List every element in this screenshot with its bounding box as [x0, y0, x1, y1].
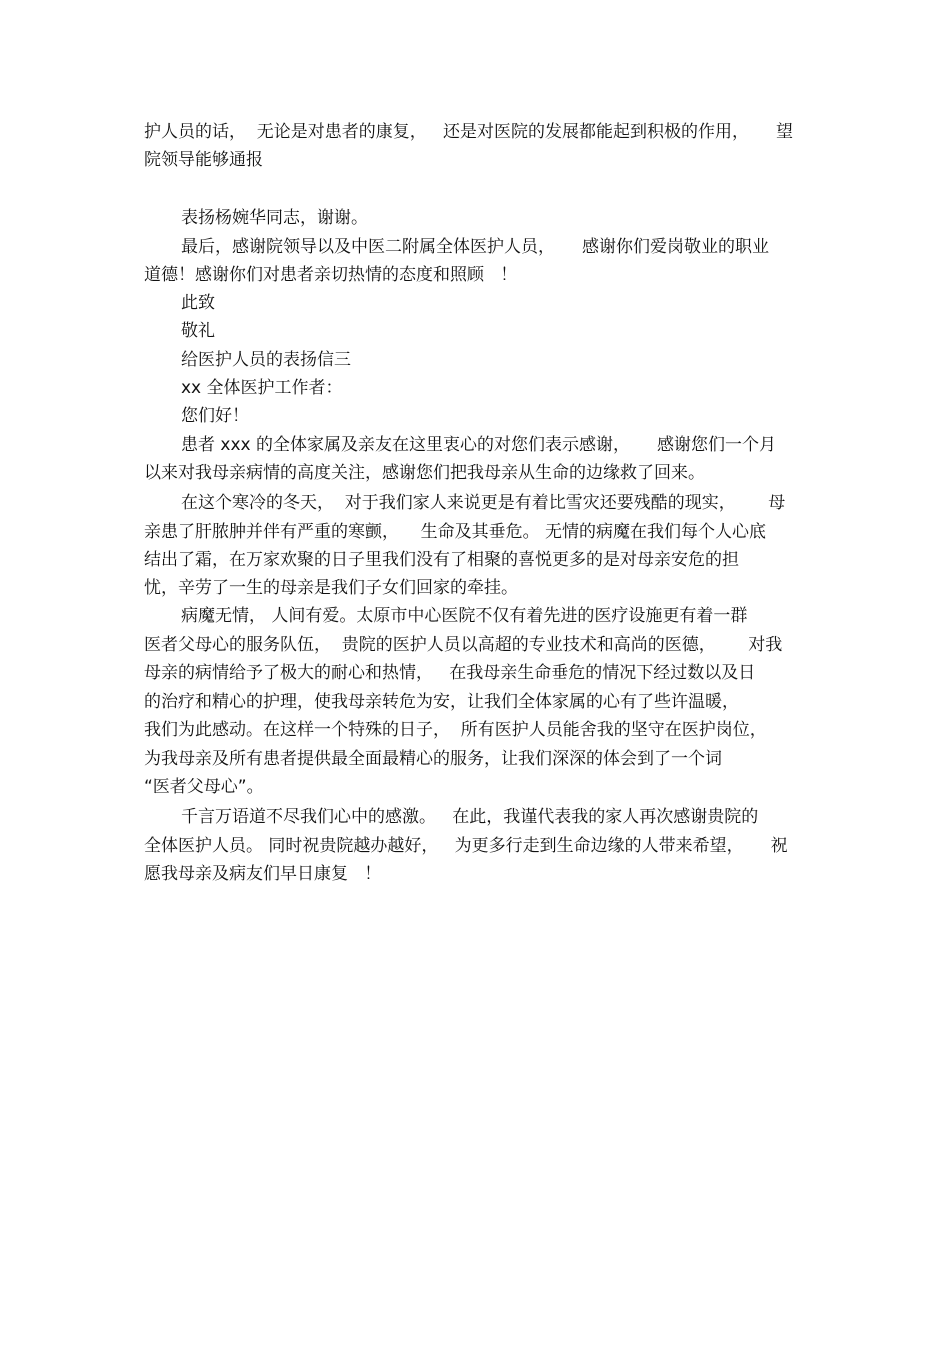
- text-line: 最后，感谢院领导以及中医二附属全体医护人员， 感谢你们爱岗敬业的职业: [181, 237, 770, 257]
- text-line: 愿我母亲及病友们早日康复 ！: [144, 864, 382, 884]
- salutation-line: 此致: [181, 293, 215, 313]
- text-line: 千言万语道不尽我们心中的感激。 在此，我谨代表我的家人再次感谢贵院的: [181, 807, 759, 827]
- letter-title: 给医护人员的表扬信三: [181, 350, 351, 370]
- text-line: 我们为此感动。在这样一个特殊的日子， 所有医护人员能舍我的坚守在医护岗位，: [144, 720, 767, 740]
- text-line: 为我母亲及所有患者提供最全面最精心的服务，让我们深深的体会到了一个词: [144, 749, 722, 769]
- addressee-line: xx 全体医护工作者：: [181, 378, 343, 398]
- text-line: 以来对我母亲病情的高度关注，感谢您们把我母亲从生命的边缘救了回来。: [144, 463, 705, 483]
- text-line: 忧，辛劳了一生的母亲是我们子女们回家的牵挂。: [144, 578, 518, 598]
- text-line: 在这个寒冷的冬天， 对于我们家人来说更是有着比雪灾还要残酷的现实， 母: [181, 493, 786, 513]
- text-line: 的治疗和精心的护理，使我母亲转危为安，让我们全体家属的心有了些许温暖，: [144, 692, 739, 712]
- text-line: 患者 xxx 的全体家属及亲友在这里衷心的对您们表示感谢， 感谢您们一个月: [181, 435, 777, 455]
- text-line: 结出了霜，在万家欢聚的日子里我们没有了相聚的喜悦更多的是对母亲安危的担: [144, 550, 739, 570]
- text-line: 医者父母心的服务队伍， 贵院的医护人员以高超的专业技术和高尚的医德， 对我: [144, 635, 783, 655]
- text-line: 院领导能够通报: [144, 150, 263, 170]
- text-line: 表扬杨婉华同志，谢谢。: [181, 208, 368, 228]
- text-line: 全体医护人员。 同时祝贵院越办越好， 为更多行走到生命边缘的人带来希望， 祝: [144, 836, 788, 856]
- text-line: 病魔无情， 人间有爱。太原市中心医院不仅有着先进的医疗设施更有着一群: [181, 606, 748, 626]
- text-line: 道德！感谢你们对患者亲切热情的态度和照顾 ！: [144, 265, 518, 285]
- text-line: “医者父母心”。: [144, 777, 264, 797]
- text-line: 母亲的病情给予了极大的耐心和热情， 在我母亲生命垂危的情况下经过数以及日: [144, 663, 756, 683]
- greeting-line: 您们好！: [181, 406, 249, 426]
- text-line: 亲患了肝脓肿并伴有严重的寒颤， 生命及其垂危。 无情的病魔在我们每个人心底: [144, 522, 767, 542]
- salutation-line: 敬礼: [181, 321, 215, 341]
- text-line: 护人员的话， 无论是对患者的康复， 还是对医院的发展都能起到积极的作用， 望: [144, 122, 794, 142]
